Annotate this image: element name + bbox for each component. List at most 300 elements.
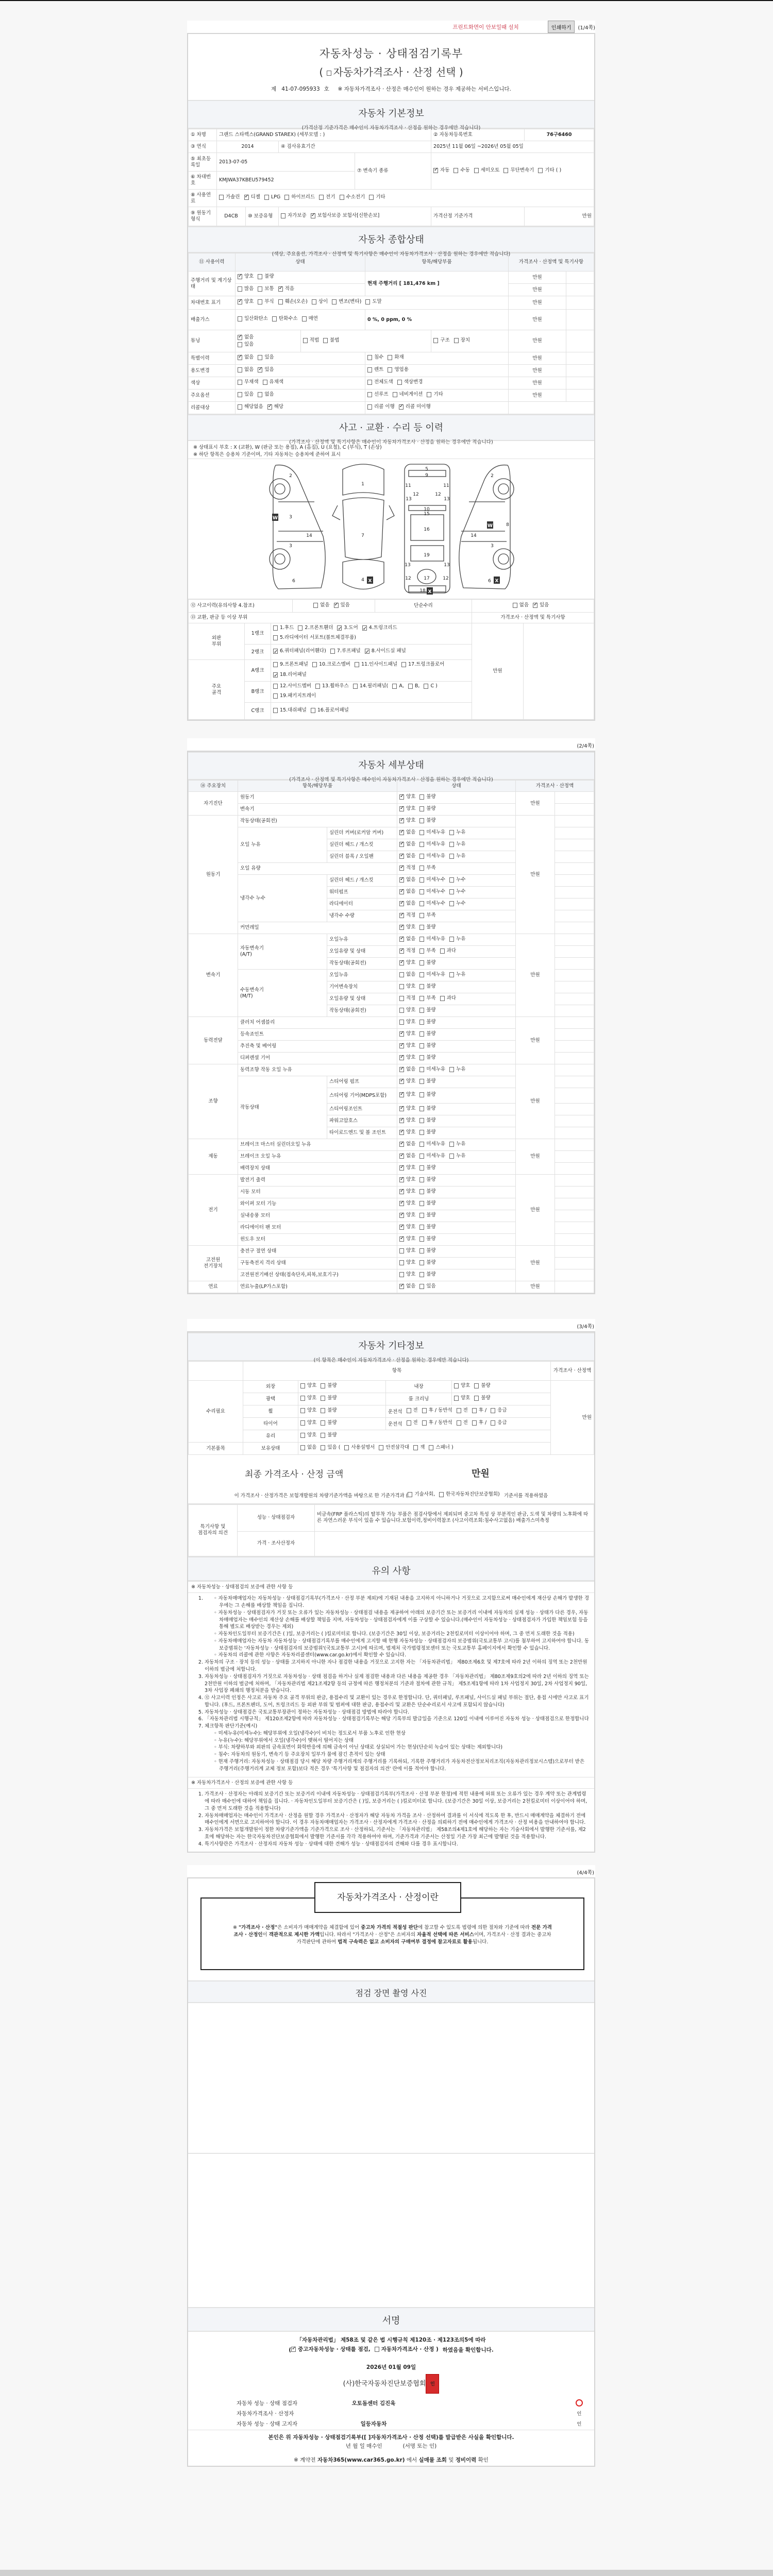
checkbox[interactable] <box>319 195 324 200</box>
checkbox[interactable] <box>238 392 242 397</box>
checkbox-item[interactable] <box>503 167 534 174</box>
checkbox-item[interactable] <box>419 853 445 859</box>
checkbox[interactable] <box>399 830 404 835</box>
checkbox-item[interactable] <box>281 213 307 219</box>
checkbox[interactable] <box>419 1020 424 1025</box>
checkbox[interactable] <box>399 913 404 918</box>
checkbox[interactable] <box>302 316 307 321</box>
checkbox[interactable] <box>474 1396 479 1401</box>
checkbox[interactable] <box>429 1445 433 1450</box>
checkbox[interactable] <box>419 1177 424 1182</box>
checkbox[interactable] <box>422 1420 427 1426</box>
checkbox[interactable] <box>367 355 372 360</box>
checkbox-item[interactable] <box>401 660 444 669</box>
checkbox[interactable] <box>399 960 404 965</box>
checkbox-item[interactable] <box>419 912 435 919</box>
checkbox[interactable] <box>334 603 339 608</box>
checkbox[interactable] <box>300 1445 305 1450</box>
checkbox[interactable] <box>419 1008 424 1013</box>
checkbox[interactable] <box>440 948 445 954</box>
checkbox-item[interactable] <box>419 972 445 978</box>
checkbox-item[interactable] <box>399 912 415 919</box>
checkbox[interactable] <box>273 672 278 677</box>
checkbox[interactable] <box>321 1396 325 1401</box>
checkbox-item[interactable] <box>300 1383 316 1389</box>
checkbox[interactable] <box>449 842 454 847</box>
checkbox-item[interactable] <box>392 682 404 690</box>
checkbox[interactable] <box>258 367 262 372</box>
checkbox[interactable] <box>399 842 404 847</box>
checkbox[interactable] <box>419 1118 424 1123</box>
checkbox-item[interactable] <box>300 1432 316 1438</box>
checkbox[interactable] <box>419 1284 424 1289</box>
checkbox[interactable] <box>408 684 413 689</box>
checkbox-item[interactable] <box>419 1260 435 1266</box>
checkbox[interactable] <box>278 286 283 292</box>
checkbox[interactable] <box>300 1383 305 1388</box>
checkbox[interactable] <box>311 213 315 218</box>
checkbox[interactable] <box>449 937 454 942</box>
checkbox-item[interactable] <box>388 1421 402 1428</box>
checkbox[interactable] <box>474 168 479 173</box>
checkbox-item[interactable] <box>397 379 423 385</box>
checkbox-item[interactable] <box>273 706 307 715</box>
checkbox-item[interactable] <box>419 1153 445 1159</box>
checkbox[interactable] <box>457 1408 461 1413</box>
checkbox[interactable] <box>449 889 454 894</box>
checkbox[interactable] <box>238 286 242 292</box>
checkbox-item[interactable] <box>340 194 365 200</box>
checkbox-item[interactable] <box>407 1420 418 1426</box>
checkbox-item[interactable] <box>419 936 445 942</box>
checkbox[interactable] <box>419 1079 424 1084</box>
checkbox-item[interactable] <box>399 1141 415 1147</box>
checkbox[interactable] <box>369 195 374 200</box>
checkbox-item[interactable] <box>388 367 409 373</box>
checkbox-item[interactable] <box>258 286 274 292</box>
checkbox-item[interactable] <box>433 337 449 344</box>
checkbox-item[interactable] <box>367 367 383 373</box>
checkbox[interactable] <box>449 901 454 906</box>
checkbox[interactable] <box>399 1092 404 1097</box>
checkbox-item[interactable] <box>272 316 298 322</box>
checkbox[interactable] <box>399 901 404 906</box>
checkbox[interactable] <box>454 1396 459 1401</box>
checkbox-item[interactable] <box>399 794 415 800</box>
checkbox-item[interactable] <box>375 2345 439 2353</box>
checkbox-item[interactable] <box>399 841 415 848</box>
checkbox-item[interactable] <box>330 647 361 655</box>
checkbox[interactable] <box>419 889 424 894</box>
checkbox-item[interactable] <box>321 1420 337 1426</box>
checkbox-item[interactable] <box>399 995 415 1002</box>
checkbox[interactable] <box>401 662 406 667</box>
checkbox-item[interactable] <box>300 1395 316 1401</box>
checkbox-item[interactable] <box>321 1395 337 1401</box>
checkbox-item[interactable] <box>419 1212 435 1218</box>
checkbox-item[interactable] <box>449 877 465 883</box>
checkbox-item[interactable] <box>321 1408 337 1414</box>
checkbox[interactable] <box>264 195 269 200</box>
checkbox[interactable] <box>408 1492 412 1497</box>
checkbox[interactable] <box>399 1020 404 1025</box>
checkbox-item[interactable] <box>399 1019 415 1025</box>
checkbox-item[interactable] <box>399 972 415 978</box>
checkbox-item[interactable] <box>399 1236 415 1242</box>
checkbox-item[interactable] <box>258 392 274 398</box>
checkbox[interactable] <box>273 662 278 667</box>
checkbox-item[interactable] <box>300 1420 316 1426</box>
checkbox-item[interactable] <box>273 660 308 669</box>
checkbox[interactable] <box>273 684 278 689</box>
checkbox[interactable] <box>474 1383 479 1388</box>
checkbox-item[interactable] <box>429 1445 453 1451</box>
checkbox-item[interactable] <box>408 682 420 690</box>
checkbox-item[interactable] <box>367 392 389 398</box>
checkbox[interactable] <box>355 662 359 667</box>
checkbox[interactable] <box>419 1031 424 1037</box>
checkbox[interactable] <box>311 708 315 713</box>
checkbox[interactable] <box>419 1213 424 1218</box>
checkbox[interactable] <box>419 1092 424 1097</box>
checkbox[interactable] <box>419 794 424 800</box>
checkbox-item[interactable] <box>369 194 385 200</box>
checkbox-item[interactable] <box>303 337 319 344</box>
checkbox[interactable] <box>238 335 242 340</box>
checkbox-item[interactable] <box>439 1491 500 1498</box>
checkbox-item[interactable] <box>399 1031 415 1037</box>
checkbox[interactable] <box>419 925 424 930</box>
checkbox[interactable] <box>272 316 277 321</box>
checkbox-item[interactable] <box>238 354 254 361</box>
checkbox-item[interactable] <box>399 1106 415 1112</box>
checkbox[interactable] <box>419 996 424 1001</box>
checkbox-item[interactable] <box>399 818 415 824</box>
checkbox-item[interactable] <box>321 1445 340 1451</box>
checkbox-item[interactable] <box>449 901 465 907</box>
checkbox-item[interactable] <box>419 865 435 871</box>
checkbox-item[interactable] <box>440 995 456 1002</box>
checkbox[interactable] <box>457 1420 461 1426</box>
checkbox[interactable] <box>419 901 424 906</box>
checkbox[interactable] <box>419 1236 424 1242</box>
checkbox[interactable] <box>353 684 358 689</box>
checkbox-item[interactable] <box>355 660 397 669</box>
checkbox-item[interactable] <box>238 404 263 410</box>
checkbox-item[interactable] <box>419 1066 445 1073</box>
checkbox[interactable] <box>399 948 404 954</box>
checkbox[interactable] <box>419 984 424 989</box>
checkbox-item[interactable] <box>419 1019 435 1025</box>
checkbox-item[interactable] <box>298 624 333 632</box>
checkbox-item[interactable] <box>399 877 415 883</box>
checkbox-item[interactable] <box>474 1383 490 1389</box>
checkbox-item[interactable] <box>427 392 443 398</box>
checkbox[interactable] <box>399 1177 404 1182</box>
checkbox[interactable] <box>238 342 242 347</box>
checkbox[interactable] <box>399 1142 404 1147</box>
checkbox-item[interactable] <box>399 404 431 410</box>
print-install-link[interactable]: 프린트화면이 안보일때 설치 <box>452 24 519 30</box>
checkbox[interactable] <box>449 972 454 977</box>
checkbox[interactable] <box>258 355 262 360</box>
checkbox-item[interactable] <box>399 901 415 907</box>
checkbox[interactable] <box>399 925 404 930</box>
checkbox[interactable] <box>419 1272 424 1277</box>
checkbox-item[interactable] <box>367 404 395 410</box>
checkbox[interactable] <box>399 1225 404 1230</box>
checkbox[interactable] <box>399 1260 404 1265</box>
checkbox-item[interactable] <box>332 299 361 305</box>
checkbox-item[interactable] <box>422 1408 452 1414</box>
checkbox-item[interactable] <box>419 1200 435 1207</box>
checkbox-item[interactable] <box>419 1055 435 1061</box>
checkbox[interactable] <box>399 1067 404 1072</box>
checkbox-item[interactable] <box>238 316 268 322</box>
checkbox-item[interactable] <box>449 936 465 942</box>
checkbox[interactable] <box>332 299 337 304</box>
checkbox[interactable] <box>273 635 278 640</box>
checkbox[interactable] <box>399 996 404 1001</box>
checkbox-item[interactable] <box>399 1066 415 1073</box>
checkbox-item[interactable] <box>491 1408 507 1414</box>
checkbox-item[interactable] <box>399 1007 415 1013</box>
checkbox[interactable] <box>399 1031 404 1037</box>
checkbox[interactable] <box>367 380 372 385</box>
checkbox[interactable] <box>321 1433 325 1438</box>
checkbox-item[interactable] <box>399 1177 415 1183</box>
checkbox-item[interactable] <box>449 972 465 978</box>
checkbox-item[interactable] <box>273 692 316 700</box>
checkbox[interactable] <box>439 1492 444 1497</box>
checkbox[interactable] <box>323 338 328 343</box>
checkbox-item[interactable] <box>419 1129 435 1136</box>
checkbox[interactable] <box>419 1165 424 1171</box>
checkbox-item[interactable] <box>449 841 465 848</box>
checkbox[interactable] <box>419 1106 424 1111</box>
checkbox-item[interactable] <box>449 829 465 836</box>
checkbox[interactable] <box>419 913 424 918</box>
checkbox-item[interactable] <box>319 194 335 200</box>
checkbox[interactable] <box>419 1043 424 1048</box>
checkbox-item[interactable] <box>419 1177 435 1183</box>
checkbox-item[interactable] <box>238 379 259 385</box>
checkbox-item[interactable] <box>399 1200 415 1207</box>
checkbox-item[interactable] <box>399 948 415 954</box>
checkbox-item[interactable] <box>379 1445 409 1451</box>
checkbox-item[interactable] <box>258 354 274 361</box>
checkbox[interactable] <box>399 1154 404 1159</box>
checkbox[interactable] <box>399 1272 404 1277</box>
checkbox[interactable] <box>321 1420 325 1426</box>
checkbox[interactable] <box>388 367 392 372</box>
checkbox-item[interactable] <box>284 194 315 200</box>
checkbox[interactable] <box>267 404 272 410</box>
checkbox[interactable] <box>419 948 424 954</box>
checkbox-item[interactable] <box>344 1445 375 1451</box>
checkbox-item[interactable] <box>457 1420 468 1426</box>
checkbox-item[interactable] <box>311 213 380 219</box>
checkbox-item[interactable] <box>388 354 404 361</box>
checkbox[interactable] <box>379 1445 383 1450</box>
checkbox-item[interactable] <box>399 960 415 966</box>
checkbox-item[interactable] <box>312 660 350 669</box>
checkbox[interactable] <box>513 603 517 608</box>
checkbox[interactable] <box>284 195 289 200</box>
checkbox[interactable] <box>419 1201 424 1206</box>
checkbox-item[interactable] <box>365 647 406 655</box>
checkbox[interactable] <box>258 392 262 397</box>
checkbox[interactable] <box>399 1236 404 1242</box>
checkbox[interactable] <box>419 1142 424 1147</box>
checkbox-item[interactable] <box>267 404 283 410</box>
checkbox-item[interactable] <box>474 1395 490 1401</box>
checkbox-item[interactable] <box>399 889 415 895</box>
checkbox[interactable] <box>472 1408 477 1413</box>
checkbox[interactable] <box>503 168 508 173</box>
checkbox[interactable] <box>238 404 242 410</box>
checkbox-item[interactable] <box>472 1408 486 1414</box>
checkbox-item[interactable] <box>538 167 561 174</box>
checkbox-item[interactable] <box>311 706 349 715</box>
checkbox[interactable] <box>453 168 458 173</box>
checkbox-item[interactable] <box>312 299 328 305</box>
checkbox[interactable] <box>419 866 424 871</box>
checkbox-item[interactable] <box>313 602 329 608</box>
checkbox[interactable] <box>321 1383 325 1388</box>
checkbox-item[interactable] <box>419 1189 435 1195</box>
checkbox[interactable] <box>388 355 392 360</box>
checkbox[interactable] <box>399 1043 404 1048</box>
checkbox-item[interactable] <box>300 1408 316 1414</box>
checkbox[interactable] <box>419 960 424 965</box>
checkbox[interactable] <box>397 380 402 385</box>
checkbox[interactable] <box>312 662 317 667</box>
checkbox[interactable] <box>399 866 404 871</box>
checkbox-item[interactable] <box>419 1224 435 1230</box>
checkbox-item[interactable] <box>273 671 307 679</box>
checkbox[interactable] <box>375 2347 379 2352</box>
checkbox[interactable] <box>344 1445 349 1450</box>
checkbox-item[interactable] <box>408 1491 435 1498</box>
checkbox-item[interactable] <box>367 379 393 385</box>
checkbox-item[interactable] <box>399 1272 415 1278</box>
checkbox-item[interactable] <box>453 167 469 174</box>
checkbox-item[interactable] <box>399 806 415 812</box>
checkbox[interactable] <box>399 1079 404 1084</box>
checkbox[interactable] <box>454 338 459 343</box>
checkbox-item[interactable] <box>238 334 254 341</box>
checkbox[interactable] <box>399 818 404 823</box>
checkbox[interactable] <box>419 1055 424 1060</box>
checkbox[interactable] <box>533 603 537 608</box>
checkbox[interactable] <box>298 625 303 631</box>
checkbox-item[interactable] <box>367 354 383 361</box>
checkbox-item[interactable] <box>399 1055 415 1061</box>
checkbox[interactable] <box>449 830 454 835</box>
checkbox-item[interactable] <box>419 1141 445 1147</box>
checkbox[interactable] <box>449 877 454 883</box>
checkbox-item[interactable] <box>419 1031 435 1037</box>
checkbox-item[interactable] <box>399 1153 415 1159</box>
checkbox[interactable] <box>273 708 278 713</box>
checkbox[interactable] <box>399 854 404 859</box>
checkbox-item[interactable] <box>258 367 274 373</box>
checkbox-item[interactable] <box>407 1408 418 1414</box>
checkbox-item[interactable] <box>258 274 274 280</box>
checkbox[interactable] <box>399 972 404 977</box>
checkbox-item[interactable] <box>365 299 381 305</box>
checkbox[interactable] <box>419 1248 424 1253</box>
checkbox-item[interactable] <box>244 194 260 200</box>
checkbox[interactable] <box>449 1067 454 1072</box>
checkbox[interactable] <box>367 404 372 410</box>
checkbox-item[interactable] <box>449 1066 465 1073</box>
checkbox[interactable] <box>392 684 397 689</box>
checkbox[interactable] <box>321 1445 325 1450</box>
checkbox-item[interactable] <box>399 829 415 836</box>
checkbox-item[interactable] <box>300 1445 316 1451</box>
checkbox-item[interactable] <box>388 1409 402 1415</box>
checkbox-item[interactable] <box>393 392 423 398</box>
checkbox[interactable] <box>258 299 262 304</box>
checkbox-item[interactable] <box>399 1189 415 1195</box>
checkbox-item[interactable] <box>419 889 445 895</box>
checkbox[interactable] <box>419 1067 424 1072</box>
checkbox[interactable] <box>300 1408 305 1413</box>
checkbox[interactable] <box>258 274 262 279</box>
checkbox-item[interactable] <box>362 624 397 632</box>
checkbox[interactable] <box>362 625 367 631</box>
checkbox-item[interactable] <box>273 634 356 642</box>
checkbox-item[interactable] <box>238 392 254 398</box>
checkbox[interactable] <box>419 818 424 823</box>
checkbox-item[interactable] <box>353 682 389 690</box>
checkbox-item[interactable] <box>491 1420 507 1426</box>
checkbox-item[interactable] <box>513 602 529 608</box>
checkbox-item[interactable] <box>419 806 435 812</box>
checkbox[interactable] <box>472 1420 477 1426</box>
checkbox[interactable] <box>419 806 424 811</box>
checkbox[interactable] <box>419 1154 424 1159</box>
checkbox-item[interactable] <box>399 1224 415 1230</box>
checkbox[interactable] <box>337 625 342 631</box>
checkbox[interactable] <box>291 2347 296 2352</box>
checkbox[interactable] <box>419 1130 424 1135</box>
checkbox[interactable] <box>399 1008 404 1013</box>
checkbox-item[interactable] <box>321 1383 337 1389</box>
checkbox[interactable] <box>433 168 438 173</box>
checkbox[interactable] <box>433 338 438 343</box>
checkbox-item[interactable] <box>419 1165 435 1171</box>
checkbox-item[interactable] <box>399 1043 415 1049</box>
checkbox-item[interactable] <box>399 984 415 990</box>
checkbox-item[interactable] <box>419 1248 435 1254</box>
checkbox[interactable] <box>399 806 404 811</box>
checkbox[interactable] <box>491 1408 495 1413</box>
checkbox[interactable] <box>365 299 370 304</box>
checkbox[interactable] <box>278 299 283 304</box>
checkbox-item[interactable] <box>302 316 318 322</box>
checkbox[interactable] <box>300 1420 305 1426</box>
checkbox[interactable] <box>449 1154 454 1159</box>
checkbox[interactable] <box>273 693 278 699</box>
checkbox-item[interactable] <box>472 1420 486 1426</box>
checkbox[interactable] <box>315 684 320 689</box>
checkbox-item[interactable] <box>419 877 445 883</box>
checkbox-item[interactable] <box>315 682 349 690</box>
checkbox-item[interactable] <box>334 602 350 608</box>
